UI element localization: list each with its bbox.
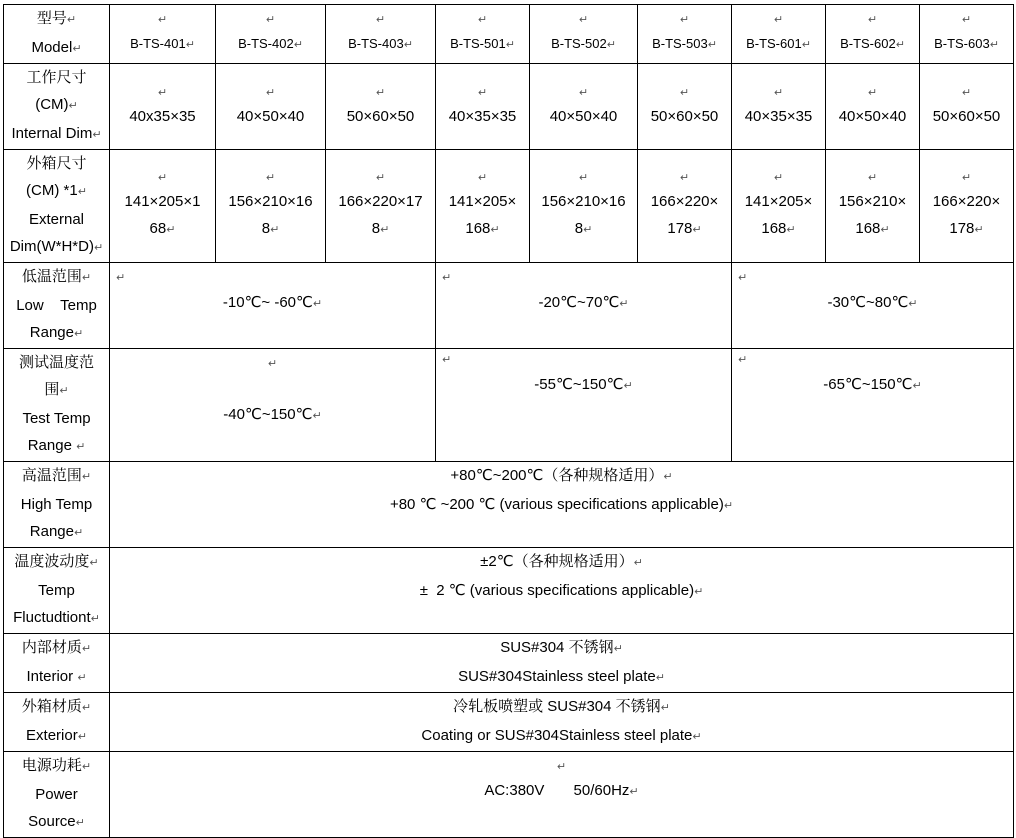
external-dim-cell bbox=[530, 150, 638, 263]
exterior-text-cn: 冷轧板喷塑或 SUS#304 不锈钢 bbox=[453, 698, 661, 715]
external-dim-line1: 156×210× bbox=[838, 193, 907, 210]
model-cell bbox=[530, 5, 638, 64]
label-interior-cn: 内部材质 bbox=[21, 639, 82, 656]
external-dim-line1: 166×220× bbox=[650, 193, 719, 210]
interior-value-cell bbox=[110, 634, 1014, 693]
external-dim-cell bbox=[216, 150, 326, 263]
internal-dim-value: 50×60×50 bbox=[346, 108, 415, 125]
label-exterior-cn: 外箱材质 bbox=[21, 698, 82, 715]
external-dim-cell bbox=[110, 150, 216, 263]
internal-dim-cell bbox=[326, 64, 436, 150]
external-dim-cell bbox=[436, 150, 530, 263]
model-cell bbox=[436, 5, 530, 64]
label-interior bbox=[4, 634, 110, 693]
model-cell bbox=[110, 5, 216, 64]
interior-text-en: SUS#304Stainless steel plate bbox=[458, 668, 656, 685]
internal-dim-value: 40×50×40 bbox=[549, 108, 618, 125]
external-dim-cell bbox=[326, 150, 436, 263]
label-temp-fluctuation bbox=[4, 548, 110, 634]
model-cell bbox=[216, 5, 326, 64]
model-name: B-TS-603 bbox=[934, 35, 990, 51]
label-test-temp bbox=[4, 349, 110, 462]
internal-dim-value: 50×60×50 bbox=[650, 108, 719, 125]
test-temp-group-400 bbox=[110, 349, 436, 462]
label-internal-unit: (CM) bbox=[35, 96, 69, 113]
label-power-en1: Power bbox=[35, 786, 78, 803]
external-dim-cell bbox=[920, 150, 1014, 263]
external-dim-line1: 141×205×1 bbox=[124, 193, 201, 210]
model-cell bbox=[826, 5, 920, 64]
label-high-en1: High Temp bbox=[20, 496, 93, 513]
model-name: B-TS-401 bbox=[130, 35, 186, 51]
high-temp-text-cn: +80℃~200℃（各种规格适用） bbox=[450, 467, 664, 484]
model-cell bbox=[326, 5, 436, 64]
external-dim-line1: 141×205× bbox=[744, 193, 813, 210]
internal-dim-value: 40×50×40 bbox=[236, 108, 305, 125]
internal-dim-cell bbox=[216, 64, 326, 150]
external-dim-line1: 156×210×16 bbox=[228, 193, 313, 210]
label-exterior bbox=[4, 693, 110, 752]
high-temp-text-en: +80 ℃ ~200 ℃ (various specifications applicable) bbox=[389, 496, 724, 513]
label-fluct-en2: Fluctudtiont bbox=[13, 609, 91, 626]
row-temp-fluctuation bbox=[4, 548, 1014, 634]
model-name: B-TS-602 bbox=[840, 35, 896, 51]
fluctuation-value-cell bbox=[110, 548, 1014, 634]
external-dim-line1: 156×210×16 bbox=[541, 193, 626, 210]
low-temp-value: -30℃~80℃ bbox=[827, 293, 909, 311]
row-low-temp bbox=[4, 263, 1014, 349]
row-test-temp bbox=[4, 349, 1014, 462]
internal-dim-cell bbox=[826, 64, 920, 150]
label-internal-dim bbox=[4, 64, 110, 150]
internal-dim-cell bbox=[920, 64, 1014, 150]
fluct-text-en: ± 2 ℃ (various specifications applicable) bbox=[419, 582, 695, 599]
label-exterior-en: Exterior bbox=[26, 727, 78, 744]
external-dim-line1: 166×220×17 bbox=[338, 193, 423, 210]
low-temp-group-600 bbox=[732, 263, 1014, 349]
label-power-en2: Source bbox=[28, 813, 76, 830]
label-external-en2: Dim(W*H*D) bbox=[9, 238, 94, 255]
external-dim-cell bbox=[732, 150, 826, 263]
label-high-cn: 高温范围 bbox=[21, 467, 82, 484]
test-temp-group-600 bbox=[732, 349, 1014, 462]
test-temp-group-500 bbox=[436, 349, 732, 462]
exterior-value-cell bbox=[110, 693, 1014, 752]
external-dim-cell bbox=[826, 150, 920, 263]
label-model-en: Model bbox=[31, 39, 73, 56]
internal-dim-value: 40x35×35 bbox=[129, 108, 196, 125]
internal-dim-value: 50×60×50 bbox=[932, 108, 1001, 125]
interior-text-cn: SUS#304 不锈钢 bbox=[500, 639, 614, 656]
label-external-cn: 外箱尺寸 bbox=[26, 155, 87, 172]
label-high-en2: Range bbox=[29, 523, 74, 540]
power-text: AC:380V 50/60Hz bbox=[484, 781, 630, 799]
external-dim-line1: 166×220× bbox=[932, 193, 1001, 210]
internal-dim-cell bbox=[110, 64, 216, 150]
row-power bbox=[4, 752, 1014, 838]
model-cell bbox=[638, 5, 732, 64]
label-interior-en: Interior bbox=[26, 668, 74, 685]
label-low-temp bbox=[4, 263, 110, 349]
row-external-dim bbox=[4, 150, 1014, 263]
external-dim-cell bbox=[638, 150, 732, 263]
low-temp-value: -20℃~70℃ bbox=[538, 293, 620, 311]
external-dim-line2: 178 bbox=[949, 220, 975, 237]
external-dim-line2: 168 bbox=[855, 220, 881, 237]
label-test-cn2: 围 bbox=[44, 381, 60, 398]
model-name: B-TS-403 bbox=[348, 35, 404, 51]
label-external-dim bbox=[4, 150, 110, 263]
test-temp-value: -40℃~150℃ bbox=[223, 405, 313, 423]
test-temp-value: -55℃~150℃ bbox=[534, 376, 624, 393]
row-high-temp bbox=[4, 462, 1014, 548]
internal-dim-cell bbox=[732, 64, 826, 150]
model-name: B-TS-402 bbox=[238, 35, 294, 51]
exterior-text-en: Coating or SUS#304Stainless steel plate bbox=[421, 727, 693, 744]
label-fluct-cn: 温度波动度 bbox=[14, 553, 90, 570]
low-temp-value: -10℃~ -60℃ bbox=[222, 293, 313, 311]
label-low-en1: Low Temp bbox=[16, 297, 97, 314]
row-internal-dim bbox=[4, 64, 1014, 150]
row-interior bbox=[4, 634, 1014, 693]
label-internal-cn: 工作尺寸 bbox=[26, 69, 87, 86]
label-internal-en: Internal Dim bbox=[11, 125, 93, 142]
external-dim-line2: 8 bbox=[371, 220, 381, 237]
label-fluct-en1: Temp bbox=[38, 582, 75, 599]
internal-dim-cell bbox=[530, 64, 638, 150]
internal-dim-value: 40×50×40 bbox=[838, 108, 907, 125]
external-dim-line1: 141×205× bbox=[448, 193, 517, 210]
model-cell bbox=[732, 5, 826, 64]
label-low-en2: Range bbox=[29, 324, 74, 341]
label-test-en2: Range bbox=[27, 437, 72, 454]
external-dim-line2: 168 bbox=[761, 220, 787, 237]
label-low-cn: 低温范围 bbox=[21, 268, 82, 285]
low-temp-group-500 bbox=[436, 263, 732, 349]
model-name: B-TS-501 bbox=[450, 35, 506, 51]
model-name: B-TS-502 bbox=[551, 35, 607, 51]
label-test-en1: Test Temp bbox=[22, 410, 91, 427]
label-external-unit: (CM) *1 bbox=[26, 182, 78, 199]
internal-dim-value: 40×35×35 bbox=[744, 108, 813, 125]
label-model bbox=[4, 5, 110, 64]
model-name: B-TS-601 bbox=[746, 35, 802, 51]
test-temp-value: -65℃~150℃ bbox=[823, 376, 913, 393]
high-temp-value-cell bbox=[110, 462, 1014, 548]
external-dim-line2: 168 bbox=[465, 220, 491, 237]
external-dim-line2: 8 bbox=[574, 220, 584, 237]
row-exterior bbox=[4, 693, 1014, 752]
power-value-cell bbox=[110, 752, 1014, 838]
external-dim-line2: 68 bbox=[149, 220, 167, 237]
label-power-cn: 电源功耗 bbox=[21, 757, 82, 774]
label-external-en1: External bbox=[28, 211, 85, 228]
label-model-cn: 型号 bbox=[36, 10, 67, 27]
internal-dim-cell bbox=[638, 64, 732, 150]
external-dim-line2: 8 bbox=[261, 220, 271, 237]
label-high-temp bbox=[4, 462, 110, 548]
low-temp-group-400 bbox=[110, 263, 436, 349]
internal-dim-value: 40×35×35 bbox=[448, 108, 517, 125]
fluct-text-cn: ±2℃（各种规格适用） bbox=[480, 553, 634, 570]
label-power bbox=[4, 752, 110, 838]
row-model bbox=[4, 5, 1014, 64]
model-name: B-TS-503 bbox=[652, 35, 708, 51]
internal-dim-cell bbox=[436, 64, 530, 150]
label-test-cn1: 测试温度范 bbox=[18, 354, 94, 371]
external-dim-line2: 178 bbox=[667, 220, 693, 237]
spec-table bbox=[3, 4, 1014, 838]
model-cell bbox=[920, 5, 1014, 64]
